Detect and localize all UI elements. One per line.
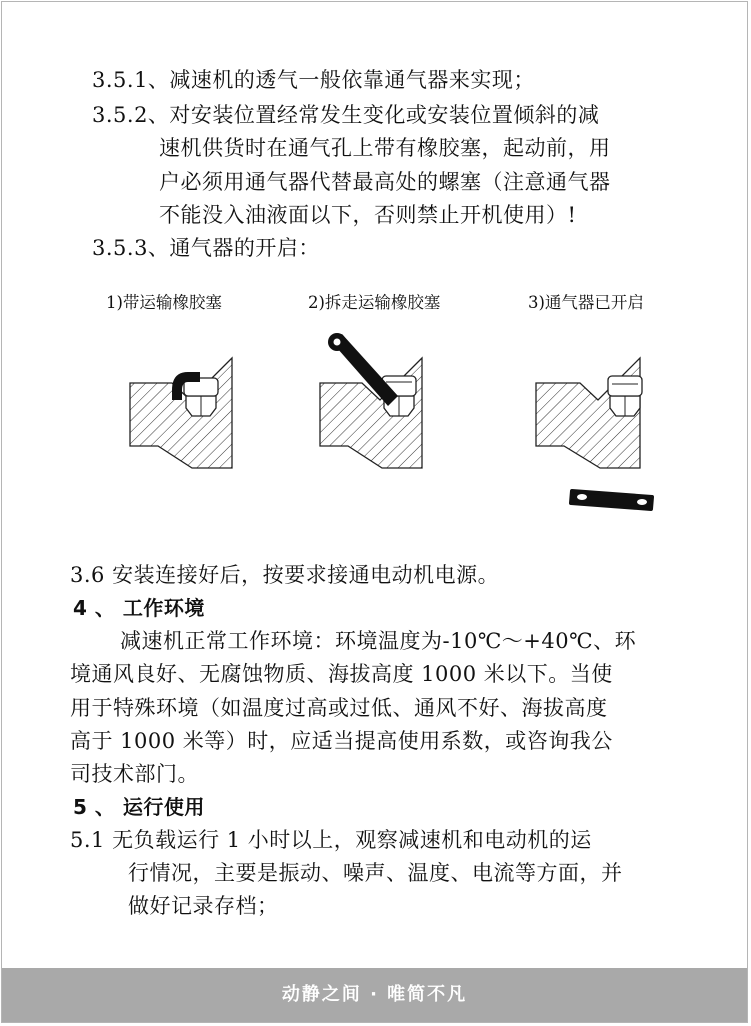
item-5-1-line-2: 行情况，主要是振动、噪声、温度、电流等方面，并 [128, 861, 623, 885]
breather-illustration-1 [110, 328, 250, 478]
item-3-6: 3.6 安装连接好后，按要求接通电动机电源。 [70, 563, 500, 587]
item-5-1-line-3: 做好记录存档； [128, 894, 279, 918]
caption-3: 3)通气器已开启 [528, 293, 644, 312]
section-4-heading: 4 、 工作环境 [73, 596, 205, 620]
section-4-line-5: 司技术部门。 [70, 762, 199, 786]
section-4-line-2: 境通风良好、无腐蚀物质、海拔高度 1000 米以下。当使 [70, 662, 613, 686]
breather-illustration-2 [300, 328, 450, 478]
section-4-line-4: 高于 1000 米等）时，应适当提高使用系数，或咨询我公 [70, 729, 613, 753]
section-5-heading: 5 、 运行使用 [73, 795, 205, 819]
item-3-5-2-line-4: 不能没入油液面以下，否则禁止开机使用）! [159, 203, 577, 227]
item-3-5-2-line-1: 3.5.2、对安装位置经常发生变化或安装位置倾斜的减 [92, 103, 600, 127]
section-4-line-3: 用于特殊环境（如温度过高或过低、通风不好、海拔高度 [70, 696, 608, 720]
item-3-5-1: 3.5.1、减速机的透气一般依靠通气器来实现； [92, 68, 535, 92]
item-3-5-3: 3.5.3、通气器的开启： [92, 236, 320, 260]
item-3-5-2-line-2: 速机供货时在通气孔上带有橡胶塞，起动前，用 [159, 136, 611, 160]
section-4-line-1: 减速机正常工作环境：环境温度为-10℃～+40℃、环 [120, 629, 637, 653]
caption-2: 2)拆走运输橡胶塞 [308, 293, 441, 312]
caption-1: 1)带运输橡胶塞 [106, 293, 222, 312]
footer-slogan: 动静之间 · 唯简不凡 [281, 984, 468, 1005]
footer-bar [2, 968, 747, 1022]
item-5-1-line-1: 5.1 无负载运行 1 小时以上，观察减速机和电动机的运 [70, 828, 592, 852]
item-3-5-2-line-3: 户必须用通气器代替最高处的螺塞（注意通气器 [159, 170, 611, 194]
breather-illustration-3 [520, 328, 670, 518]
